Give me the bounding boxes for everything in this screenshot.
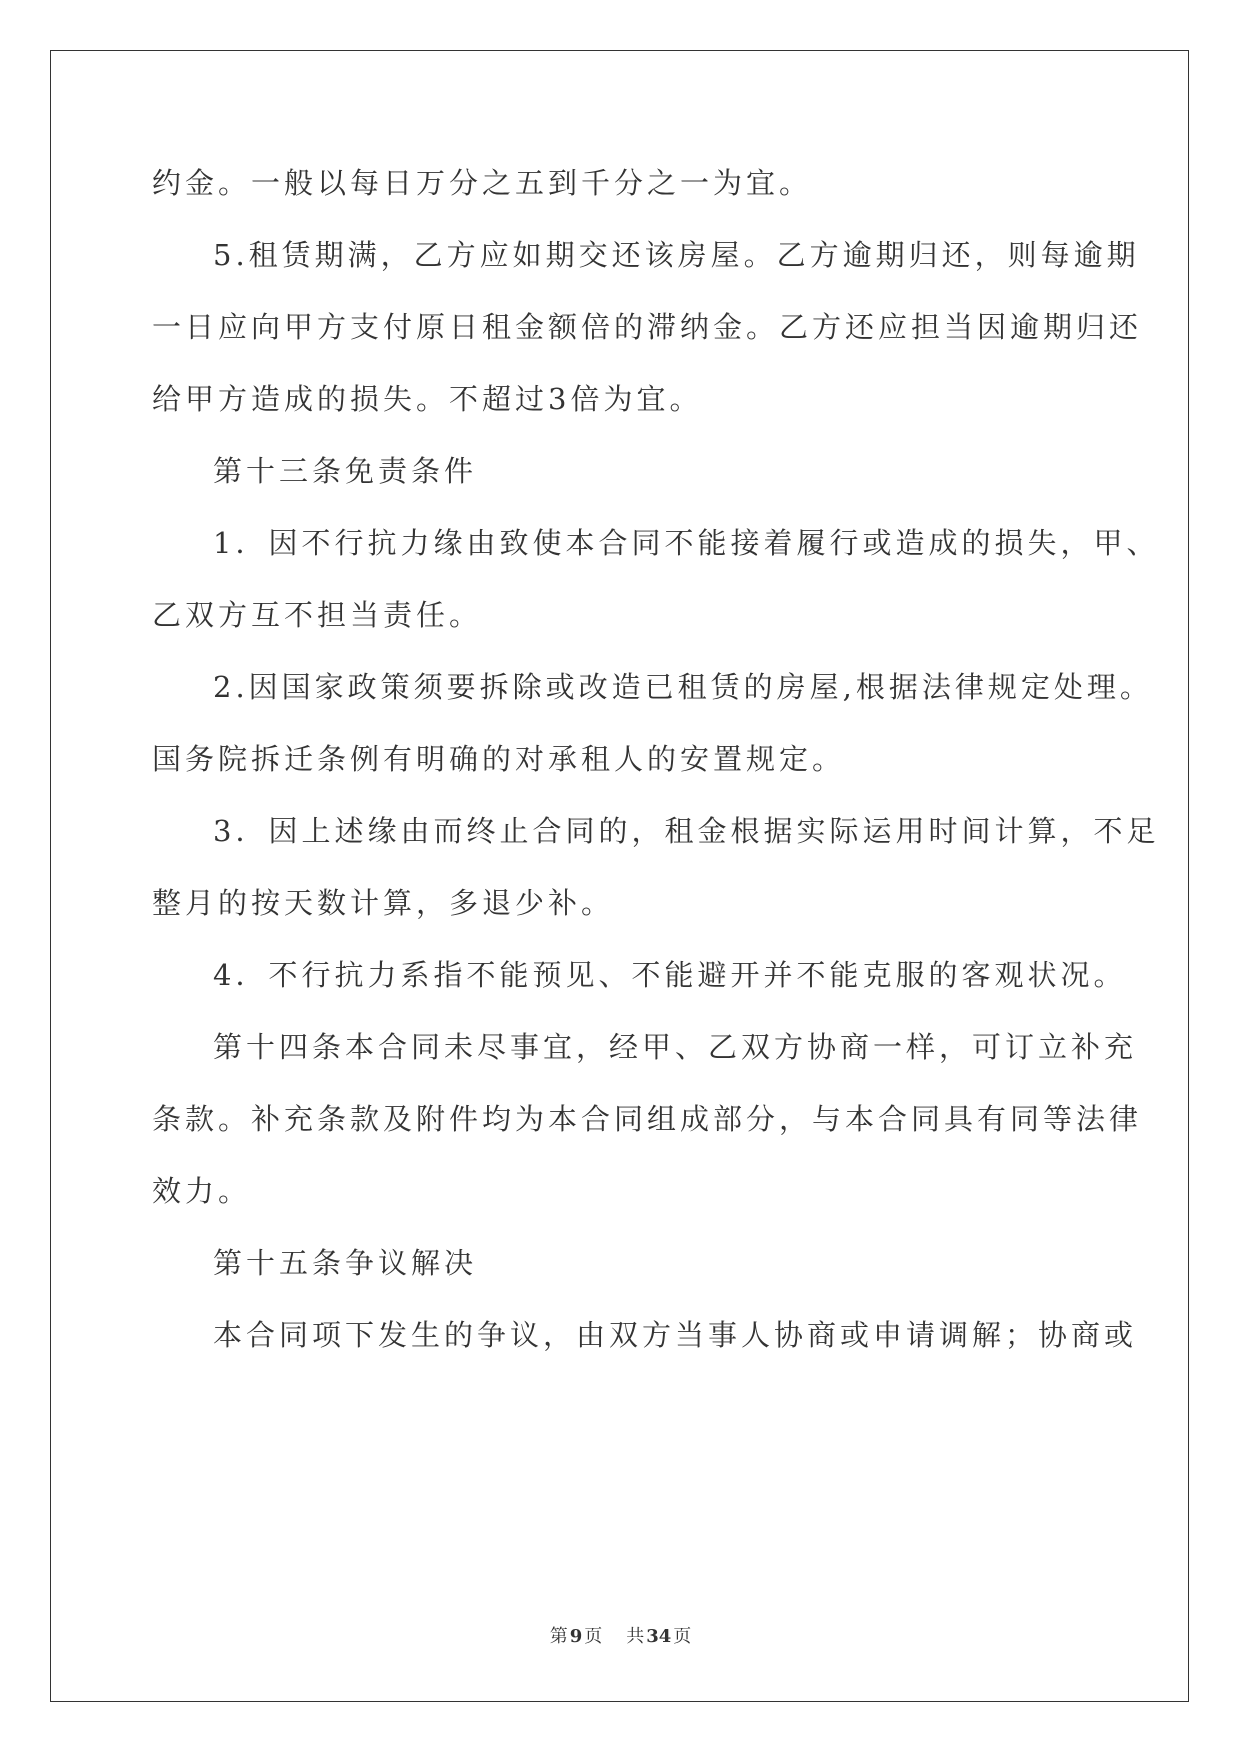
page-footer [0, 1622, 1241, 1648]
text-line: 条款。补充条款及附件均为本合同组成部分，与本合同具有同等法律 [152, 1102, 1143, 1136]
total-pages: 34 [646, 1626, 672, 1647]
text-line: 3．因上述缘由而终止合同的，租金根据实际运用时间计算，不足 [213, 814, 1160, 848]
text-line: 1．因不行抗力缘由致使本合同不能接着履行或造成的损失，甲、 [213, 526, 1160, 560]
text-line: 2.因国家政策须要拆除或改造已租赁的房屋,根据法律规定处理。 [213, 670, 1153, 704]
text-line: 效力。 [152, 1174, 252, 1208]
text-line: 给甲方造成的损失。不超过3倍为宜。 [152, 382, 703, 416]
text-line: 第十四条本合同未尽事宜，经甲、乙双方协商一样，可订立补充 [213, 1030, 1138, 1064]
page-number: 9 [569, 1626, 583, 1647]
text-line: 5.租赁期满，乙方应如期交还该房屋。乙方逾期归还，则每逾期 [213, 238, 1140, 272]
text-line: 国务院拆迁条例有明确的对承租人的安置规定。 [152, 742, 846, 776]
page-border [50, 50, 1189, 1702]
total-prefix: 共 [626, 1626, 645, 1647]
text-line: 约金。一般以每日万分之五到千分之一为宜。 [152, 166, 813, 200]
text-line: 一日应向甲方支付原日租金额倍的滞纳金。乙方还应担当因逾期归还 [152, 310, 1143, 344]
total-suffix: 页 [673, 1626, 692, 1647]
text-line: 整月的按天数计算，多退少补。 [152, 886, 615, 920]
page-prefix: 第 [549, 1626, 568, 1647]
page-suffix: 页 [584, 1626, 603, 1647]
section-heading: 第十三条免责条件 [213, 454, 478, 488]
text-line: 本合同项下发生的争议，由双方当事人协商或申请调解；协商或 [213, 1318, 1138, 1352]
section-heading: 第十五条争议解决 [213, 1246, 478, 1280]
text-line: 乙双方互不担当责任。 [152, 598, 483, 632]
text-line: 4．不行抗力系指不能预见、不能避开并不能克服的客观状况。 [213, 958, 1127, 992]
